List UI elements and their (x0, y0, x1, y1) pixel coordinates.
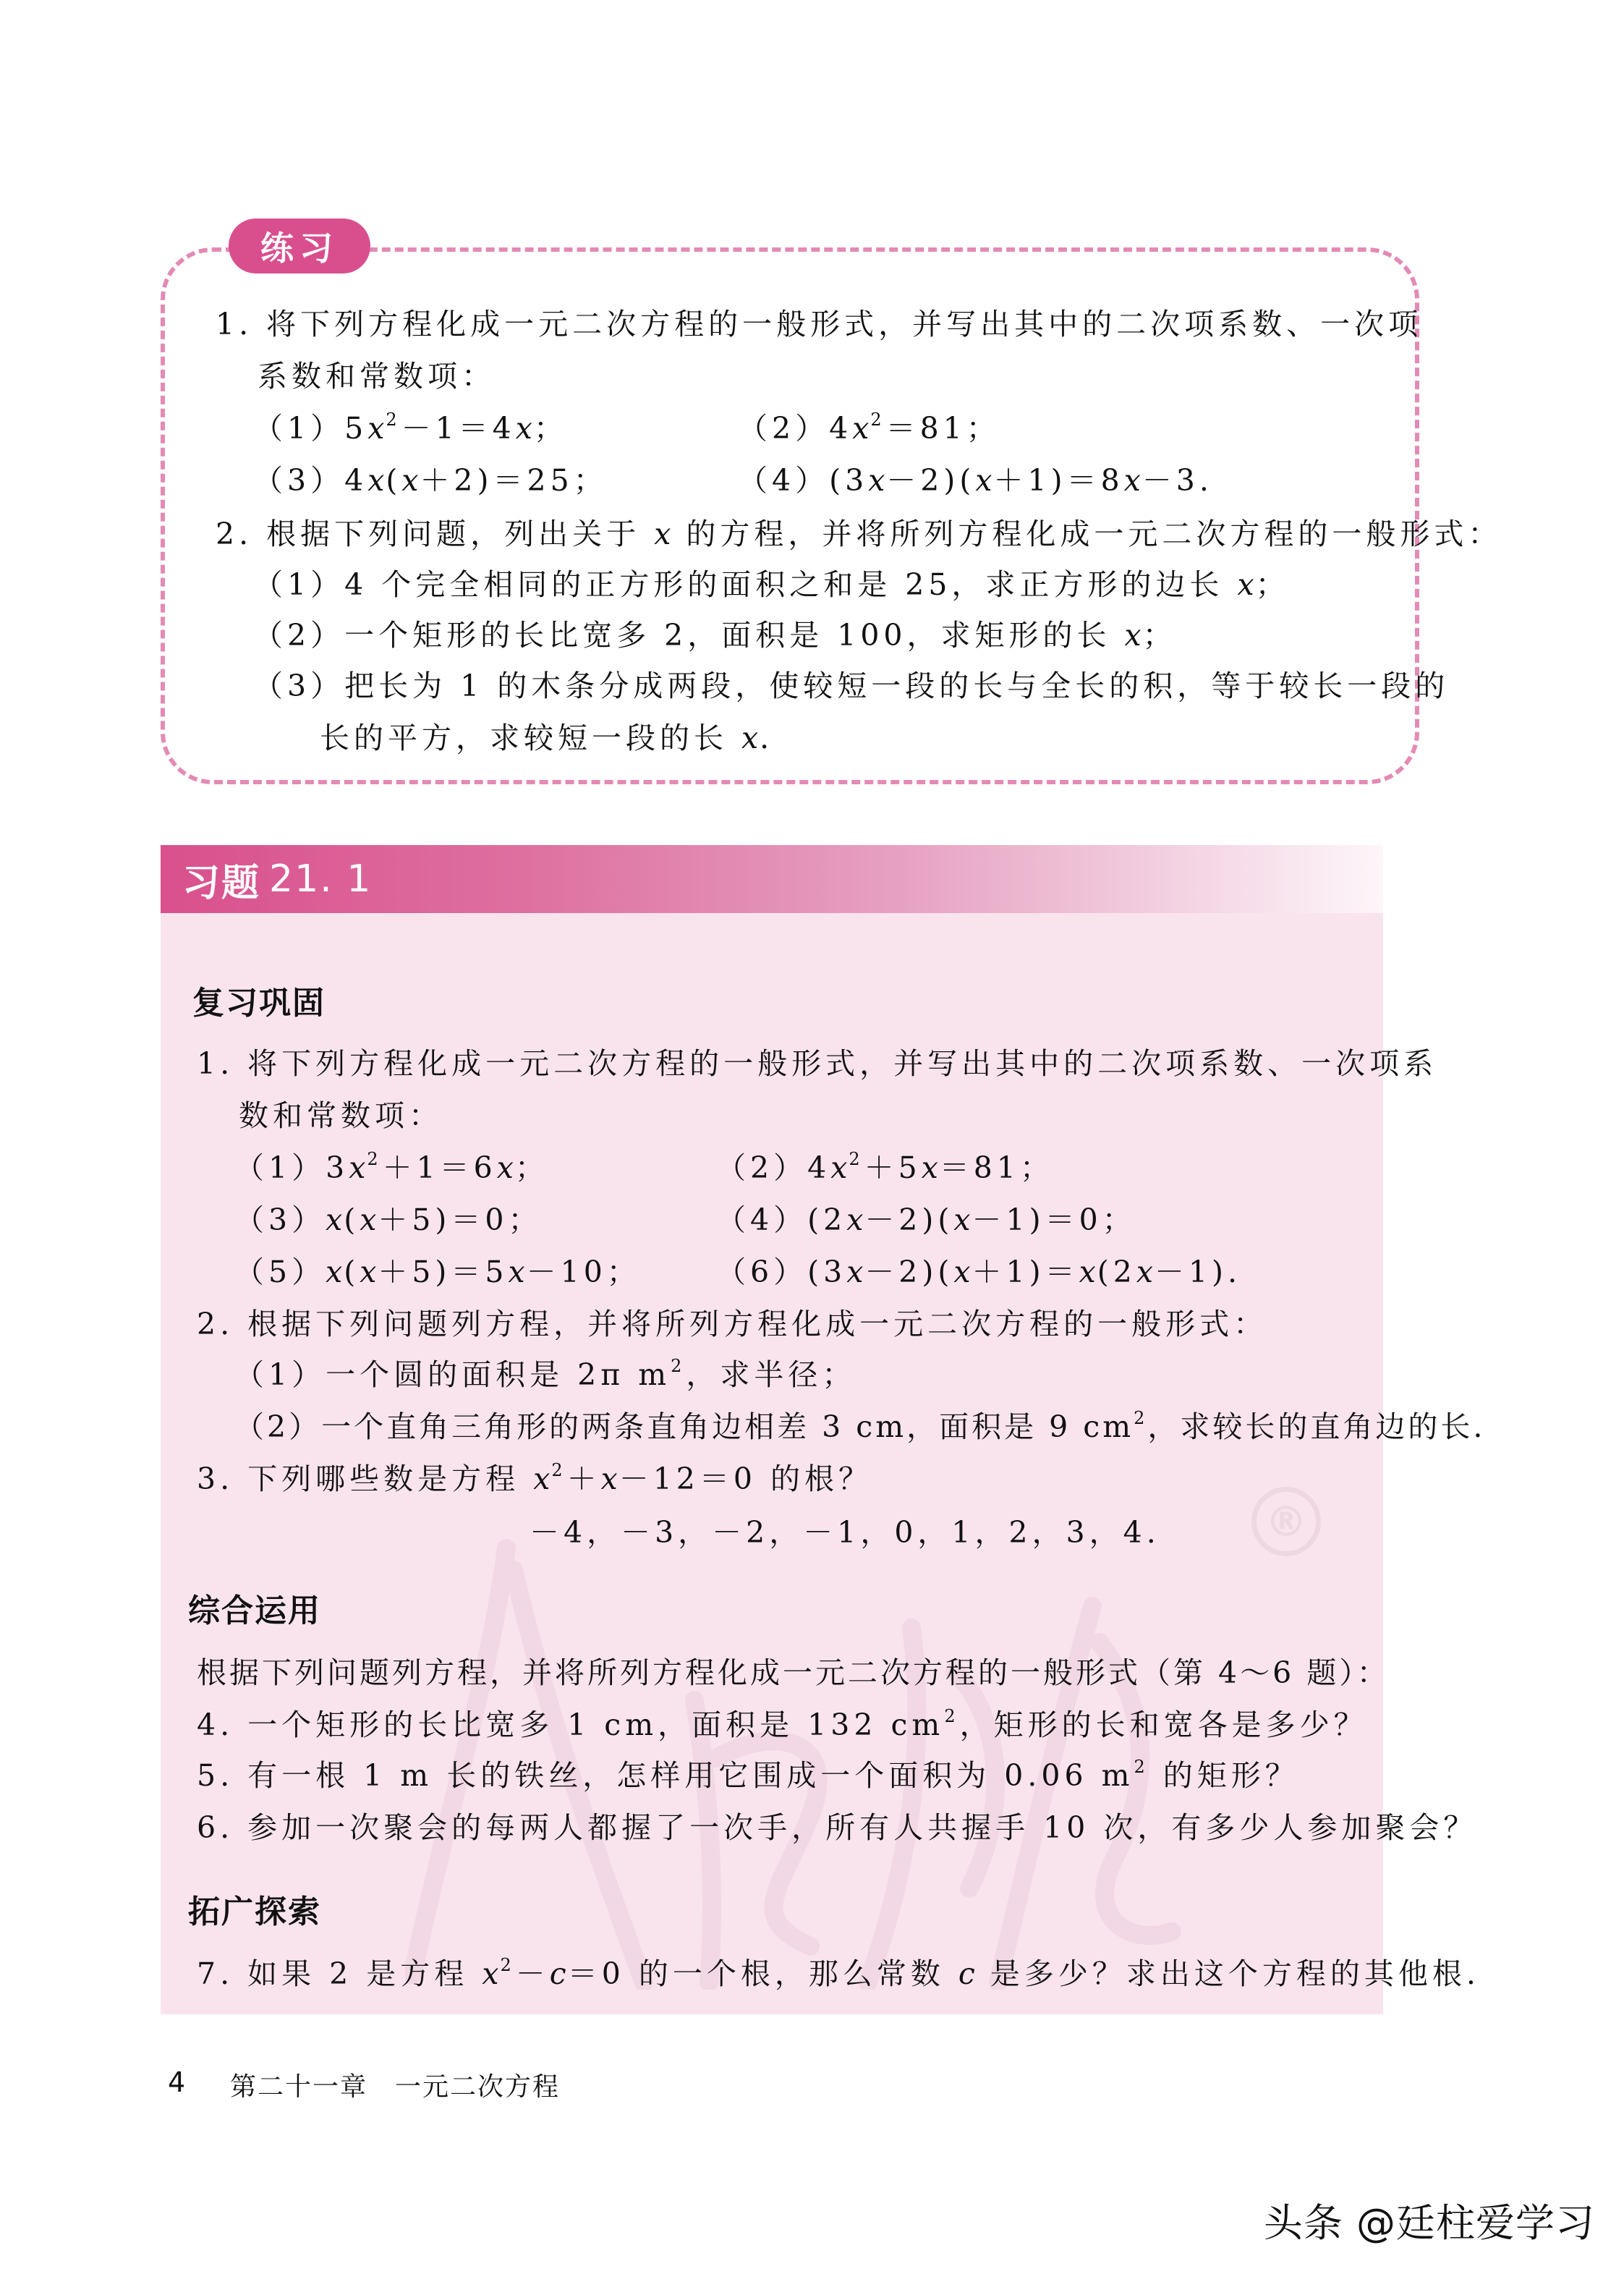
practice-q1-item-1: $(1)5x^2-1=4x$； (253, 410, 568, 446)
applied-q5: 5. 有一根 1 m 长的铁丝，怎样用它围成一个面积为 0.06 $m^2$ 的矩形？ (197, 1757, 1299, 1793)
review-q1-item-6: （6）(3x－2)(x＋1)＝x(2x－1). (716, 1255, 1242, 1289)
practice-q1-item-4: （4）(3x－2)(x＋1)＝8x－3. (738, 463, 1213, 498)
section-heading-extension: 拓广探索 (188, 1893, 321, 1930)
review-q1-item-1: $(1)3x^2+1=6x$； (234, 1149, 549, 1185)
review-q1-item-3: （3）x(x＋5)＝0； (234, 1202, 543, 1237)
practice-q1-item-3: （3）4x(x＋2)＝25； (253, 463, 608, 498)
review-q2-item-1: （1）一个圆的面积是 2π $m^2$，求半径； (234, 1356, 856, 1392)
section-heading-review: 复习巩固 (192, 985, 326, 1022)
registered-mark-watermark: ® (1251, 1487, 1321, 1556)
applied-q6: 6. 参加一次聚会的每两人都握了一次手，所有人共握手 10 次，有多少人参加聚会？ (197, 1810, 1478, 1845)
review-q1-item-5: （5）x(x＋5)＝5x－10； (234, 1255, 641, 1289)
practice-label: 练习 (229, 219, 370, 273)
exercise-title: 习题 (182, 861, 261, 905)
practice-q2-item-3: （3）把长为 1 的木条分成两段，使较短一段的长与全长的积，等于较长一段的 (253, 669, 1450, 703)
section-heading-applied: 综合运用 (188, 1592, 321, 1629)
practice-q2-item-2: （2）一个矩形的长比宽多 2，面积是 100，求矩形的长 x； (253, 618, 1177, 653)
review-q3-values: －4，－3，－2，－1，0，1，2，3，4. (530, 1515, 1160, 1550)
practice-q2-item-3-cont: 长的平方，求较短一段的长 x. (320, 721, 774, 755)
review-q2-line1: 2. 根据下列问题列方程，并将所列方程化成一元二次方程的一般形式： (197, 1307, 1268, 1341)
practice-q1-line1: 1. 将下列方程化成一元二次方程的一般形式，并写出其中的二次项系数、一次项 (216, 307, 1423, 341)
chapter-title: 第二十一章 一元二次方程 (230, 2072, 561, 2102)
exercise-number: 21. 1 (269, 857, 373, 901)
source-credit-watermark: 头条 @廷柱爱学习 (1263, 2200, 1595, 2246)
applied-q4: 4. 一个矩形的长比宽多 1 cm，面积是 132 $cm^2$，矩形的长和宽各是多少？ (197, 1706, 1368, 1742)
review-q1-item-2: $(2)4x^2+5x=81$； (716, 1149, 1054, 1185)
practice-q2-item-1: （1）4 个完全相同的正方形的面积之和是 25，求正方形的边长 x； (253, 567, 1290, 602)
review-q2-item-2: （2）一个直角三角形的两条直角边相差 3 cm，面积是 9 $cm^2$，求较长的直角边的长. (234, 1408, 1486, 1444)
practice-q1-line2: 系数和常数项： (258, 359, 496, 394)
extension-q7: 7. 如果 2 是方程 $x^2-c=0$ 的一个根，那么常数 c 是多少？求出这个方程的其他根. (197, 1955, 1480, 1991)
practice-q1-item-2: $(2)4x^2=81$； (738, 410, 1000, 446)
practice-q2-line1: 2. 根据下列问题，列出关于 x 的方程，并将所列方程化成一元二次方程的一般形式： (216, 517, 1502, 551)
exercise-header (161, 845, 1383, 913)
applied-intro: 根据下列问题列方程，并将所列方程化成一元二次方程的一般形式（第 4～6 题）： (197, 1655, 1390, 1690)
review-q3-line1: 3. 下列哪些数是方程 $x^2+x-12=0$ 的根？ (197, 1460, 873, 1496)
review-q1-line1: 1. 将下列方程化成一元二次方程的一般形式，并写出其中的二次项系数、一次项系 (197, 1046, 1438, 1081)
review-q1-line2: 数和常数项： (239, 1098, 443, 1133)
review-q1-item-4: （4）(2x－2)(x－1)＝0； (716, 1202, 1136, 1237)
page-number: 4 (168, 2066, 186, 2098)
